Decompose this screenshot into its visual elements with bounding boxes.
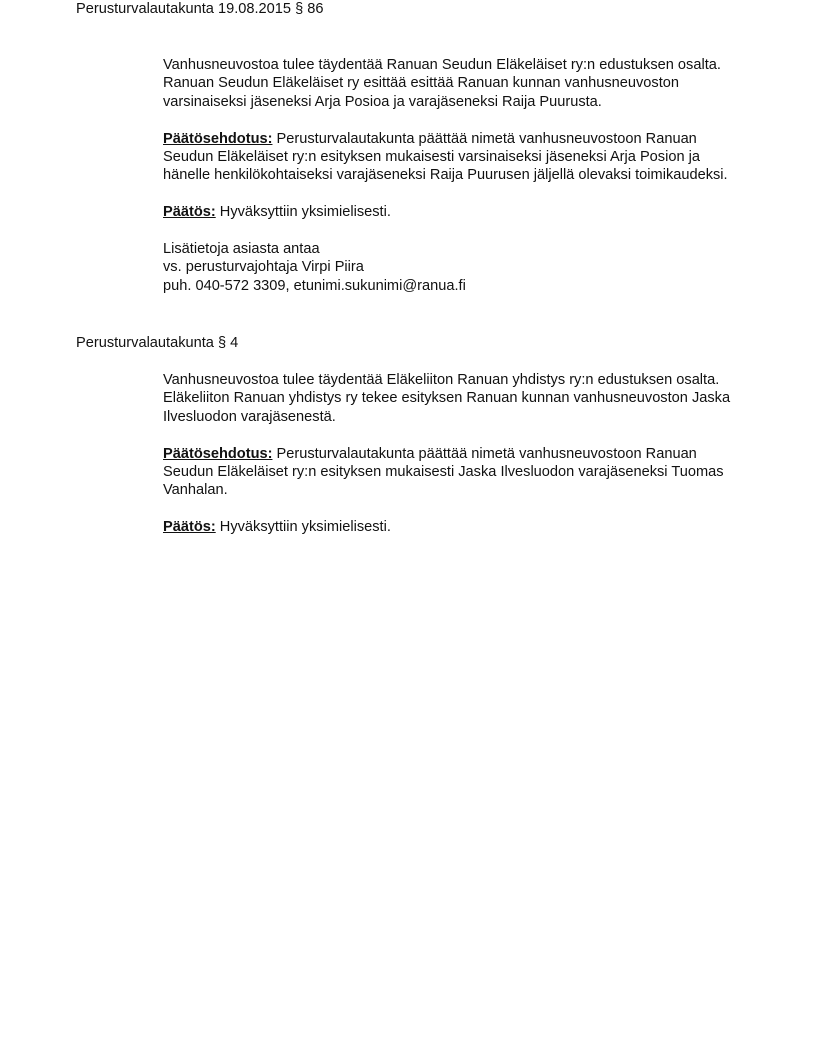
section-heading-2: Perusturvalautakunta § 4 xyxy=(76,335,239,351)
proposal-text: Perusturvalautakunta päättää nimetä vanhusneuvostoon Ranuan Seudun Eläkeläiset ry:n esityksen mukaisesti Jaska Ilvesluodon varajäseneksi Tuomas Vanhalan. xyxy=(163,445,724,499)
decision-text: Hyväksyttiin yksimielisesti. xyxy=(219,204,391,221)
case-description: Vanhusneuvostoa tulee täydentää Ranuan Seudun Eläkeläiset ry:n edustuksen osalta. Ranuan Seudun Eläkeläiset ry esittää esittää Ranuan kunnan vanhusneuvoston varsinaiseksi jäseneksi Arja Posioa ja varajäseneksi Raija Puurusta. xyxy=(163,57,721,110)
proposal-label: Päätösehdotus: xyxy=(163,445,273,462)
decision-text: Hyväksyttiin yksimielisesti. xyxy=(219,519,391,536)
proposal-text: Perusturvalautakunta päättää nimetä vanhusneuvostoon Ranuan Seudun Eläkeläiset ry:n esityksen mukaisesti varsinaiseksi jäseneksi Arja Posion ja hänelle henkilökohtaiseksi varajäseneksi Raija Puurusen jäljellä olevaksi toimikaudeksi. xyxy=(163,130,728,184)
proposal-paragraph xyxy=(163,130,738,185)
contact-block xyxy=(163,240,738,295)
section-body-1 xyxy=(163,56,738,295)
section-body-2 xyxy=(163,371,738,537)
section-heading-1: Perusturvalautakunta 19.08.2015 § 86 xyxy=(76,1,324,17)
decision-paragraph xyxy=(163,518,738,536)
decision-paragraph xyxy=(163,203,738,221)
contact-intro: Lisätietoja asiasta antaa xyxy=(163,241,320,258)
decision-label: Päätös: xyxy=(163,519,216,536)
case-description: Vanhusneuvostoa tulee täydentää Eläkeliiton Ranuan yhdistys ry:n edustuksen osalta. Eläkeliiton Ranuan yhdistys ry tekee esityksen Ranuan kunnan vanhusneuvoston Jaska Ilvesluodon varajäsenestä. xyxy=(163,372,731,425)
proposal-paragraph xyxy=(163,445,738,500)
decision-label: Päätös: xyxy=(163,204,216,221)
proposal-label: Päätösehdotus: xyxy=(163,130,273,147)
contact-person: vs. perusturvajohtaja Virpi Piira xyxy=(163,259,364,276)
contact-phone-email: puh. 040-572 3309, etunimi.sukunimi@ranua.fi xyxy=(163,277,466,294)
